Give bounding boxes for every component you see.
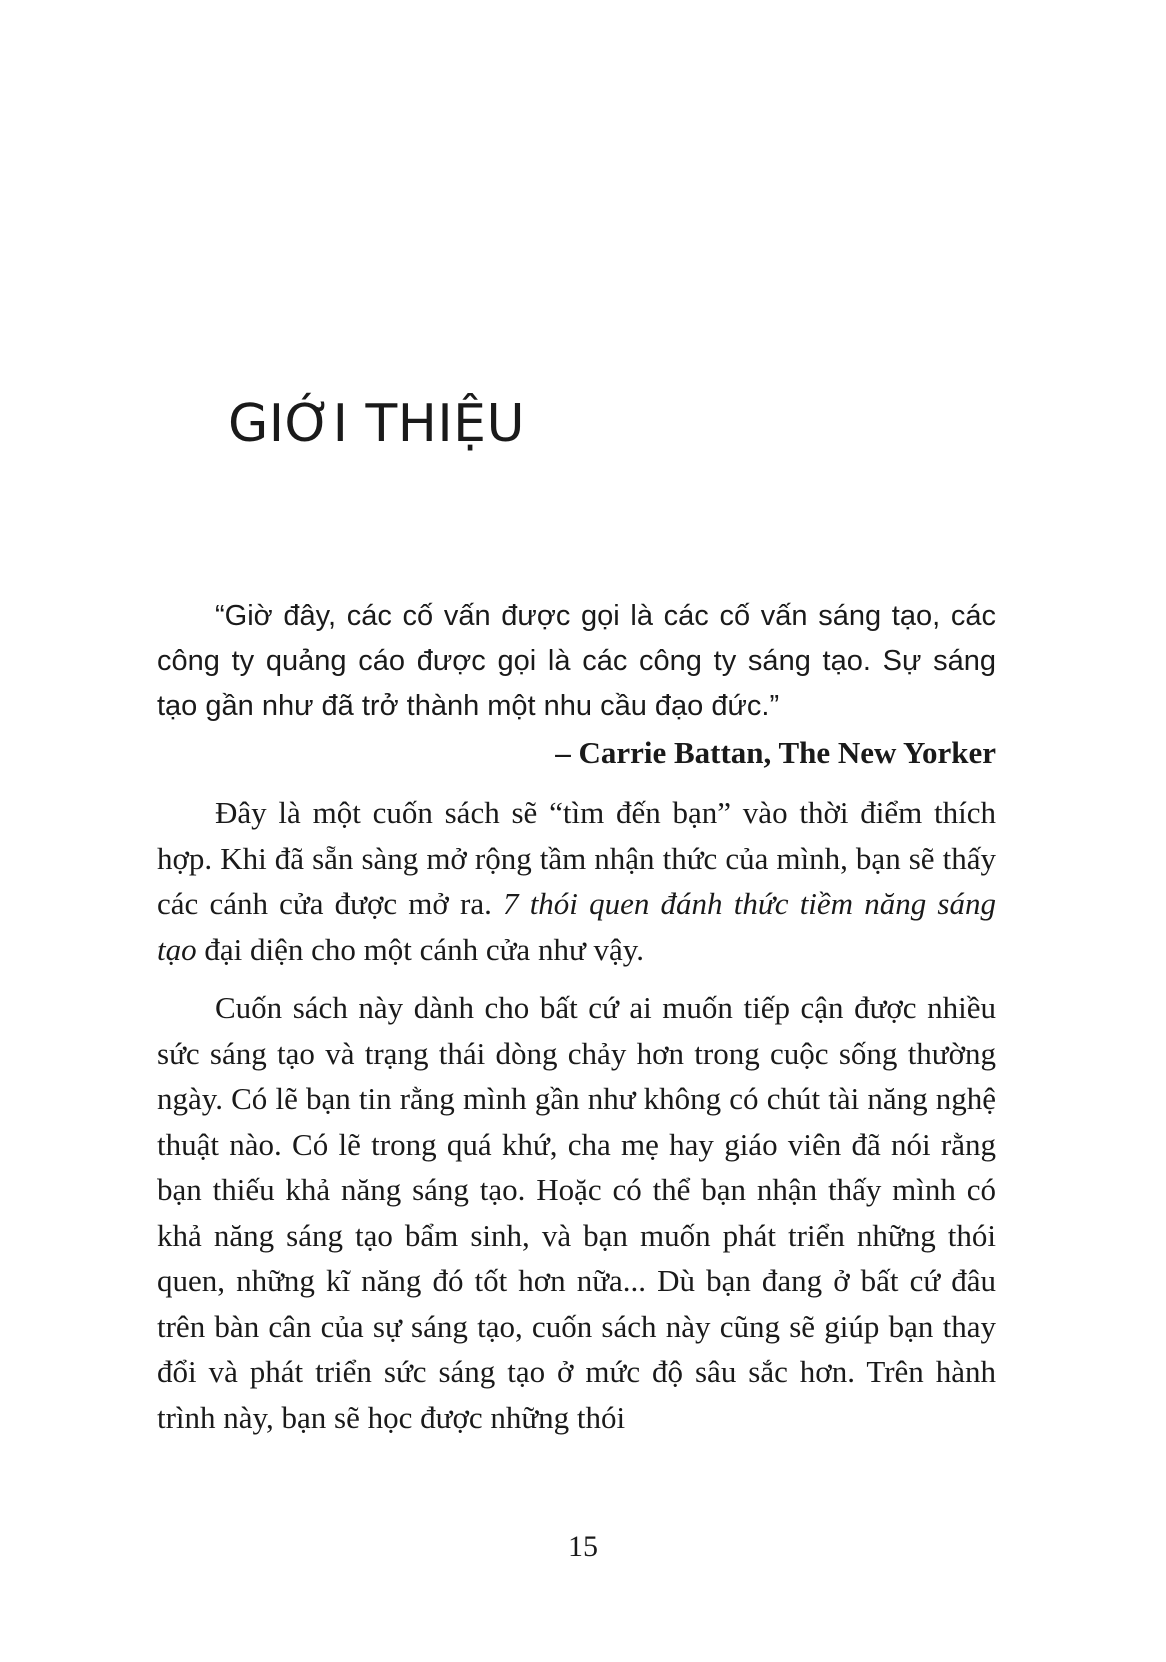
epigraph-quote: “Giờ đây, các cố vấn được gọi là các cố vấn sáng tạo, các công ty quảng cáo được gọi là các công ty sáng tạo. Sự sáng tạo gần như đã trở thành một nhu cầu đạo đức.” (157, 600, 996, 722)
paragraph-2: Cuốn sách này dành cho bất cứ ai muốn tiếp cận được nhiều sức sáng tạo và trạng thái dòng chảy hơn trong cuộc sống thường ngày. Có lẽ bạn tin rằng mình gần như không có chút tài năng nghệ thuật nào. Có lẽ trong quá khứ, cha mẹ hay giáo viên đã nói rằng bạn thiếu khả năng sáng tạo. Hoặc có thể bạn nhận thấy mình có khả năng sáng tạo bẩm sinh, và bạn muốn phát triển những thói quen, những kĩ năng đó tốt hơn nữa... Dù bạn đang ở bất cứ đâu trên bàn cân của sự sáng tạo, cuốn sách này cũng sẽ giúp bạn thay đổi và phát triển sức sáng tạo ở mức độ sâu sắc hơn. Trên hành trình này, bạn sẽ học được những thói (157, 990, 996, 1435)
paragraph-1-text-start: Đây là một cuốn sách sẽ “tìm đến bạn” vào thời điểm thích hợp. Khi đã sẵn sàng mở rộng tầm nhận thức của mình, bạn sẽ thấy các cánh cửa được mở ra. (157, 795, 996, 921)
epigraph-attribution: – Carrie Battan, The New Yorker (555, 735, 996, 770)
page-number: 15 (568, 1530, 598, 1563)
book-title-italic: 7 thói quen đánh thức tiềm năng sáng tạo (157, 886, 996, 967)
chapter-title: GIỚI THIỆU (228, 394, 526, 454)
paragraph-1-text-end: đại diện cho một cánh cửa như vậy. (196, 931, 644, 967)
body-text (157, 790, 996, 1453)
paragraph-1 (157, 790, 996, 972)
